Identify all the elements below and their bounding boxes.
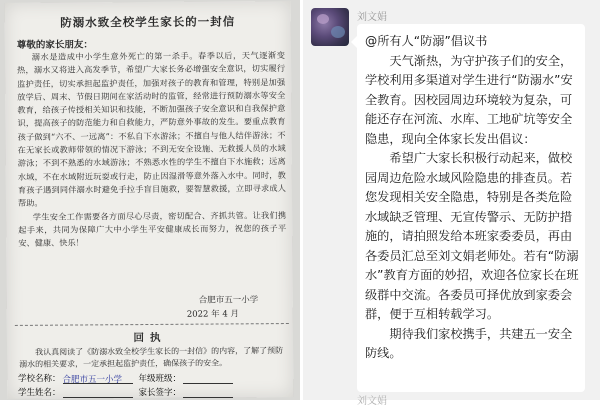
letter-photo[interactable] bbox=[0, 0, 300, 400]
avatar[interactable] bbox=[311, 8, 349, 46]
school-label: 学校名称： bbox=[18, 374, 61, 384]
letter-title: 防溺水致全校学生家长的一封信 bbox=[60, 14, 236, 30]
sender-name: 刘文娟 bbox=[357, 12, 387, 23]
letter-body bbox=[17, 49, 286, 250]
next-sender-name: 刘文娟 bbox=[357, 396, 387, 407]
cut-line bbox=[15, 323, 289, 326]
receipt-title: 回执 bbox=[133, 331, 167, 345]
grade-label: 年级班级： bbox=[138, 374, 182, 384]
message-line: @所有人“防溺”倡议书 bbox=[365, 34, 488, 48]
letter-date: 2022 年 4 月 bbox=[186, 309, 239, 320]
letter-paper bbox=[5, 1, 294, 399]
parent-label: 家长签字： bbox=[138, 388, 182, 398]
student-field bbox=[63, 387, 133, 398]
school-field: 合肥市五一小学 bbox=[63, 373, 133, 384]
message-bubble[interactable] bbox=[357, 24, 585, 392]
avatar-pattern bbox=[331, 26, 345, 38]
avatar-pattern bbox=[317, 14, 329, 24]
message-text bbox=[365, 32, 579, 364]
receipt-paragraph: 我认真阅读了《防溺水致全校学生家长的一封信》的内容，了解了预防溺水的相关要求，一定承担起监护责任，确保孩子的安全。 bbox=[19, 346, 284, 369]
letter-paragraph: 学生安全工作需要各方面尽心尽责，密切配合、齐抓共管。让我们携起手来，共同为保障广大中小学生平安健康成长而努力，祝您的孩子平安、健康、快乐！ bbox=[18, 209, 287, 249]
letter-paragraph: 溺水是造成中小学生意外死亡的第一杀手。春季以后，天气逐渐变热，溺水又将进入高发季节，希望广大家长务必增强安全意识，切实履行监护责任，切实承担起监护责任，加强对孩子的教育和管理，特别是加强放学后、周末、节假日期间在家活动时的监管，经常进行预防溺水等安全教育，给孩子传授相关知识和技能，不断加强孩子安全意识和自我保护意识，提高孩子的防范能力和自救能力，严防意外事故的发生。要重点教育孩子做到“六不、一远离”：不私自下水游泳；不擅自与他人结伴游泳；不在无家长或教师带领的情况下游泳；不到无安全设施、无救援人员的水域游泳；不到不熟悉的水域游泳；不熟悉水性的学生不擅自下水施救；远离水域，不在水域附近玩耍或行走，防止因湿滑等意外落入水中。同时，教育孩子遇到同伴溺水时避免手拉手盲目施救，要智慧救援，立即寻求成人帮助。 bbox=[17, 50, 286, 209]
letter-signature: 合肥市五一小学 bbox=[198, 295, 259, 306]
grade-field bbox=[183, 373, 233, 384]
letter-greeting: 尊敬的家长朋友： bbox=[16, 39, 93, 51]
student-label: 学生姓名： bbox=[18, 388, 61, 398]
receipt-text bbox=[19, 345, 287, 371]
message-line: 期待我们家校携手，共建五一安全防线。 bbox=[365, 326, 573, 360]
receipt-row-school bbox=[18, 372, 288, 384]
parent-field bbox=[183, 387, 233, 398]
chat-panel bbox=[303, 0, 600, 407]
message-line: 天气渐热，为守护孩子们的安全，学校利用多渠道对学生进行“防溺水”安全教育。因校园周边环境较为复杂，可能还存在河流、水库、工地矿坑等安全隐患，现向全体家长发出倡议： bbox=[365, 53, 573, 146]
message-line: 希望广大家长积极行动起来，做校园周边危险水域风险隐患的排查员。若您发现相关安全隐患，特别是各类危险水域缺乏管理、无宣传警示、无防护措施的，请拍照发给本班家委委员，再由各委员汇总至刘文娟老师处。若有“防溺水”教育方面的妙招，欢迎各位家长在班级群中交流。各委员可择优放到家委会群，便于互相转载学习。 bbox=[365, 151, 579, 321]
receipt-row-student bbox=[18, 386, 288, 398]
